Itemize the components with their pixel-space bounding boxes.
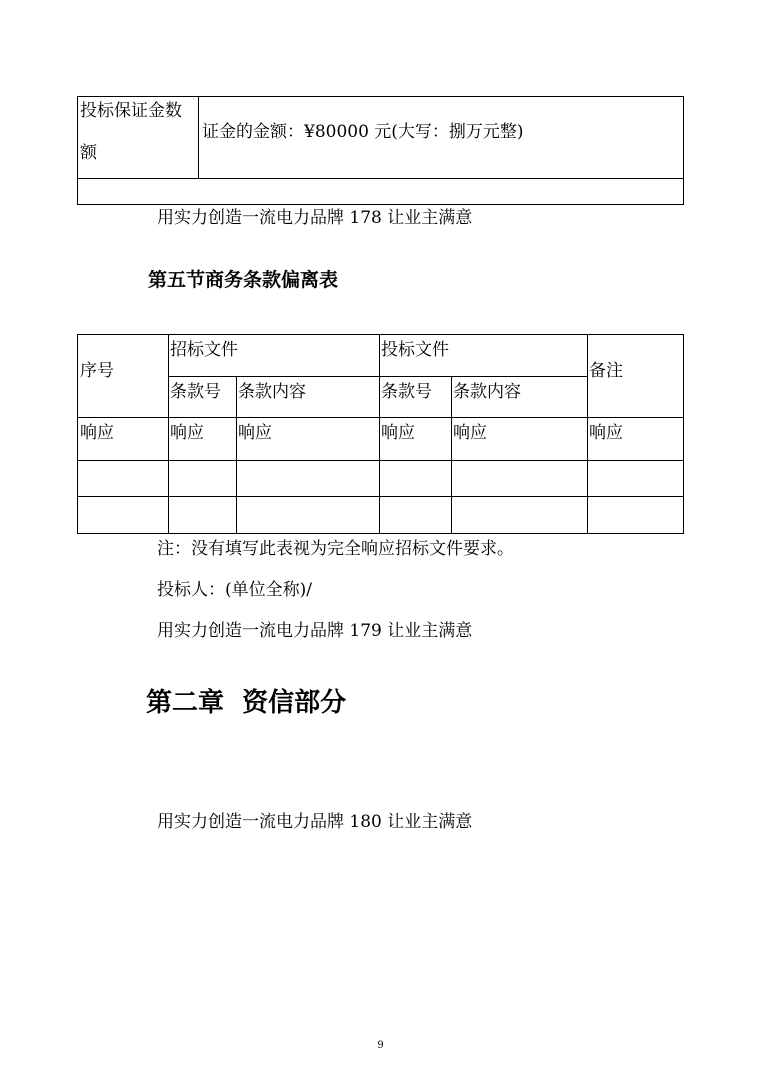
slogan-line: 用实力创造一流电力品牌 180 让业主满意 [157,812,473,832]
header-clause-no: 条款号 [381,382,432,402]
bid-bond-label-cont: 额 [80,143,97,163]
bidder-line: 投标人：(单位全称)/ [157,580,312,600]
table-note: 注：没有填写此表视为完全响应招标文件要求。 [157,539,514,559]
table-cell: 响应 [589,423,623,443]
bid-bond-table [77,96,684,205]
header-seq: 序号 [80,361,114,381]
table-cell: 响应 [381,423,415,443]
bid-bond-label: 投标保证金数 [80,101,182,121]
table-divider [587,334,588,534]
table-divider [168,334,169,534]
table-cell: 响应 [453,423,487,443]
header-remarks: 备注 [589,361,623,381]
table-divider [379,334,380,534]
table-divider [77,178,684,179]
table-cell: 响应 [170,423,204,443]
section-title: 第五节商务条款偏离表 [148,269,339,291]
table-cell: 响应 [238,423,272,443]
header-bid-doc: 投标文件 [381,340,449,360]
slogan-line: 用实力创造一流电力品牌 179 让业主满意 [157,621,473,641]
bid-bond-amount: 证金的金额：¥80000 元(大写：捌万元整) [202,122,524,142]
header-clause-content: 条款内容 [238,382,306,402]
slogan-line: 用实力创造一流电力品牌 178 让业主满意 [157,208,473,228]
header-clause-no: 条款号 [170,382,221,402]
header-tender-doc: 招标文件 [170,340,238,360]
page-number: 9 [377,1040,384,1051]
chapter-title: 第二章 资信部分 [146,688,347,718]
deviation-table [77,334,684,534]
table-cell: 响应 [80,423,114,443]
table-divider [198,96,199,179]
table-divider [168,376,588,377]
table-divider [451,376,452,534]
header-clause-content: 条款内容 [453,382,521,402]
table-divider [236,376,237,534]
